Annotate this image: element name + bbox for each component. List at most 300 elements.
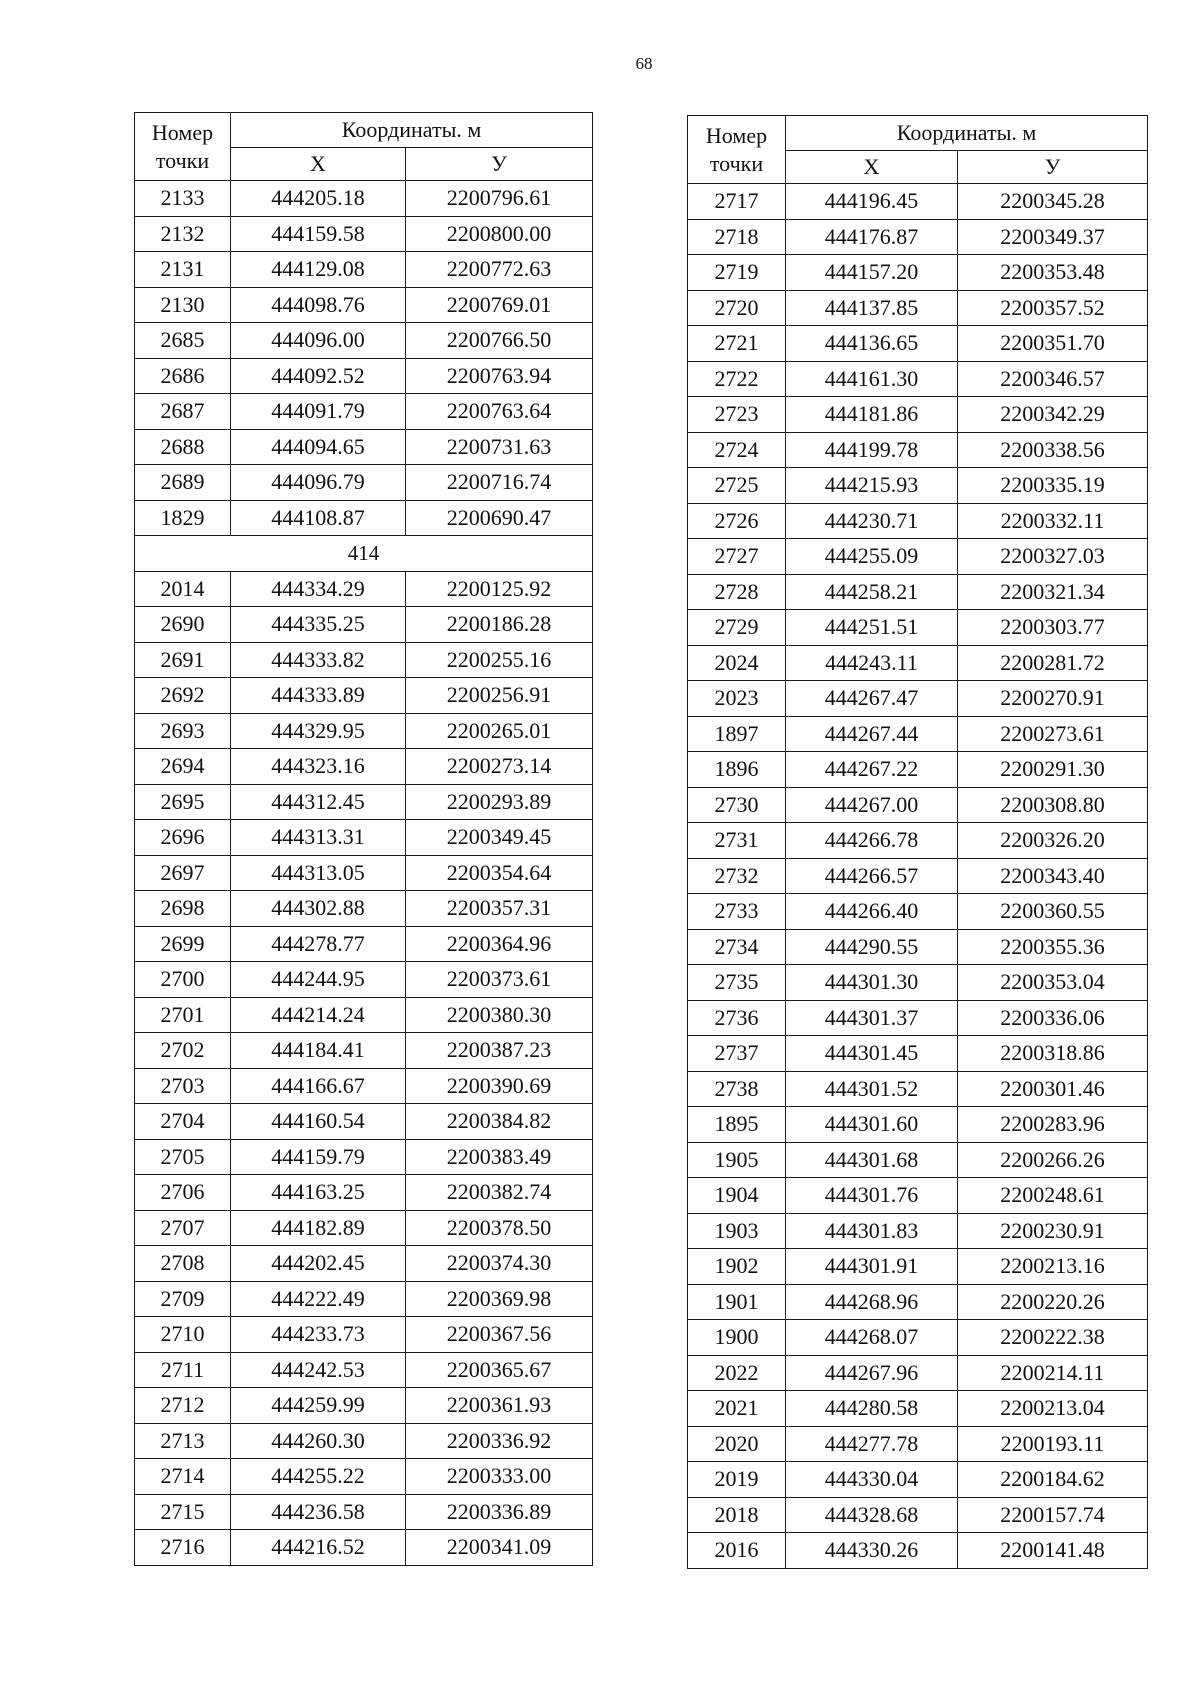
point-number-cell: 2715 — [135, 1494, 231, 1530]
point-number-cell: 1897 — [688, 716, 786, 752]
point-number-cell: 2698 — [135, 891, 231, 927]
table-row — [688, 255, 1148, 291]
point-number-cell: 2709 — [135, 1281, 231, 1317]
y-coordinate-cell: 2200186.28 — [406, 607, 593, 643]
point-number-cell: 2130 — [135, 287, 231, 323]
y-coordinate-cell: 2200383.49 — [406, 1139, 593, 1175]
point-number-cell: 2711 — [135, 1352, 231, 1388]
table-row — [688, 468, 1148, 504]
table-row — [135, 820, 593, 856]
table-row — [135, 1388, 593, 1424]
table-row — [135, 287, 593, 323]
table-row — [135, 1352, 593, 1388]
table-row — [688, 397, 1148, 433]
table-row — [135, 1104, 593, 1140]
y-coordinate-cell: 2200380.30 — [406, 997, 593, 1033]
x-coordinate-cell: 444266.57 — [786, 858, 958, 894]
y-coordinate-cell: 2200336.89 — [406, 1494, 593, 1530]
x-coordinate-cell: 444301.91 — [786, 1249, 958, 1285]
table-row — [688, 1000, 1148, 1036]
section-label: 414 — [135, 536, 593, 572]
table-row — [688, 1497, 1148, 1533]
x-coordinate-cell: 444329.95 — [231, 713, 406, 749]
x-coordinate-cell: 444313.31 — [231, 820, 406, 856]
point-number-cell: 2690 — [135, 607, 231, 643]
y-coordinate-cell: 2200332.11 — [958, 503, 1148, 539]
x-coordinate-cell: 444136.65 — [786, 326, 958, 362]
y-coordinate-cell: 2200266.26 — [958, 1142, 1148, 1178]
table-row — [135, 1530, 593, 1566]
table-row — [688, 787, 1148, 823]
coordinates-header: Координаты. м — [231, 113, 593, 148]
x-coordinate-cell: 444267.44 — [786, 716, 958, 752]
table-row — [688, 1213, 1148, 1249]
y-coordinate-cell: 2200378.50 — [406, 1210, 593, 1246]
table-row — [688, 681, 1148, 717]
x-coordinate-cell: 444301.60 — [786, 1107, 958, 1143]
x-coordinate-cell: 444267.96 — [786, 1355, 958, 1391]
table-row — [135, 855, 593, 891]
table-row — [688, 716, 1148, 752]
table-row — [688, 1178, 1148, 1214]
table-row — [688, 1284, 1148, 1320]
table-row — [135, 394, 593, 430]
y-coordinate-cell: 2200342.29 — [958, 397, 1148, 433]
table-row — [688, 503, 1148, 539]
x-coordinate-cell: 444313.05 — [231, 855, 406, 891]
x-coordinate-cell: 444202.45 — [231, 1246, 406, 1282]
table-row — [135, 997, 593, 1033]
x-coordinate-cell: 444266.78 — [786, 823, 958, 859]
table-row — [135, 1317, 593, 1353]
y-coordinate-cell: 2200357.52 — [958, 290, 1148, 326]
point-number-cell: 2727 — [688, 539, 786, 575]
x-coordinate-cell: 444091.79 — [231, 394, 406, 430]
table-row — [688, 1533, 1148, 1569]
x-coordinate-cell: 444267.00 — [786, 787, 958, 823]
x-coordinate-cell: 444301.45 — [786, 1036, 958, 1072]
y-coordinate-cell: 2200281.72 — [958, 645, 1148, 681]
x-coordinate-cell: 444166.67 — [231, 1068, 406, 1104]
table-row — [688, 1249, 1148, 1285]
table-row — [688, 858, 1148, 894]
table-row — [688, 965, 1148, 1001]
y-coordinate-cell: 2200365.67 — [406, 1352, 593, 1388]
y-coordinate-cell: 2200283.96 — [958, 1107, 1148, 1143]
y-coordinate-cell: 2200220.26 — [958, 1284, 1148, 1320]
point-number-cell: 2719 — [688, 255, 786, 291]
x-coordinate-cell: 444334.29 — [231, 571, 406, 607]
x-coordinate-cell: 444108.87 — [231, 500, 406, 536]
table-row — [688, 361, 1148, 397]
table-row — [135, 1246, 593, 1282]
coordinates-table-left — [134, 112, 593, 1566]
point-number-cell: 2018 — [688, 1497, 786, 1533]
point-number-cell: 2022 — [688, 1355, 786, 1391]
y-coordinate-cell: 2200255.16 — [406, 642, 593, 678]
x-coordinate-cell: 444129.08 — [231, 252, 406, 288]
point-number-cell: 2700 — [135, 962, 231, 998]
y-coordinate-cell: 2200349.37 — [958, 219, 1148, 255]
table-row — [688, 894, 1148, 930]
y-coordinate-cell: 2200222.38 — [958, 1320, 1148, 1356]
y-coordinate-cell: 2200335.19 — [958, 468, 1148, 504]
table-row — [688, 1355, 1148, 1391]
point-number-cell: 2712 — [135, 1388, 231, 1424]
page-number: 68 — [635, 54, 653, 73]
point-number-cell: 2706 — [135, 1175, 231, 1211]
table-row — [135, 500, 593, 536]
point-number-cell: 2685 — [135, 323, 231, 359]
point-number-cell: 2687 — [135, 394, 231, 430]
y-coordinate-cell: 2200341.09 — [406, 1530, 593, 1566]
point-number-cell: 2721 — [688, 326, 786, 362]
point-number-cell: 2020 — [688, 1426, 786, 1462]
y-coordinate-cell: 2200357.31 — [406, 891, 593, 927]
point-number-cell: 2704 — [135, 1104, 231, 1140]
y-coordinate-cell: 2200772.63 — [406, 252, 593, 288]
y-coordinate-cell: 2200141.48 — [958, 1533, 1148, 1569]
y-coordinate-cell: 2200301.46 — [958, 1071, 1148, 1107]
x-coordinate-cell: 444266.40 — [786, 894, 958, 930]
point-number-cell: 2132 — [135, 216, 231, 252]
x-coordinate-cell: 444260.30 — [231, 1423, 406, 1459]
table-row — [135, 358, 593, 394]
table-row — [688, 610, 1148, 646]
table-row — [688, 1071, 1148, 1107]
point-number-cell: 2701 — [135, 997, 231, 1033]
table-row — [135, 1423, 593, 1459]
point-number-cell: 2716 — [135, 1530, 231, 1566]
y-coordinate-cell: 2200369.98 — [406, 1281, 593, 1317]
x-coordinate-cell: 444098.76 — [231, 287, 406, 323]
table-row — [135, 252, 593, 288]
y-coordinate-cell: 2200355.36 — [958, 929, 1148, 965]
point-number-cell: 2686 — [135, 358, 231, 394]
x-column-header: X — [231, 148, 406, 181]
point-number-cell: 2714 — [135, 1459, 231, 1495]
table-row — [688, 326, 1148, 362]
point-number-cell: 2734 — [688, 929, 786, 965]
x-coordinate-cell: 444312.45 — [231, 784, 406, 820]
table-row — [688, 645, 1148, 681]
point-number-cell: 2697 — [135, 855, 231, 891]
table-row — [688, 432, 1148, 468]
x-coordinate-cell: 444216.52 — [231, 1530, 406, 1566]
table-row — [135, 926, 593, 962]
point-number-cell: 2023 — [688, 681, 786, 717]
point-number-cell: 2713 — [135, 1423, 231, 1459]
x-coordinate-cell: 444301.37 — [786, 1000, 958, 1036]
table-body — [688, 184, 1148, 1569]
point-number-cell: 2710 — [135, 1317, 231, 1353]
y-coordinate-cell: 2200360.55 — [958, 894, 1148, 930]
table-row — [688, 219, 1148, 255]
y-coordinate-cell: 2200125.92 — [406, 571, 593, 607]
table-row — [688, 929, 1148, 965]
table-row — [688, 1142, 1148, 1178]
y-coordinate-cell: 2200346.57 — [958, 361, 1148, 397]
y-coordinate-cell: 2200354.64 — [406, 855, 593, 891]
x-coordinate-cell: 444222.49 — [231, 1281, 406, 1317]
point-number-cell: 2699 — [135, 926, 231, 962]
y-coordinate-cell: 2200716.74 — [406, 465, 593, 501]
point-number-cell: 2730 — [688, 787, 786, 823]
point-number-cell: 1895 — [688, 1107, 786, 1143]
point-number-cell: 2014 — [135, 571, 231, 607]
point-number-cell: 2724 — [688, 432, 786, 468]
y-coordinate-cell: 2200293.89 — [406, 784, 593, 820]
point-number-cell: 2019 — [688, 1462, 786, 1498]
table-row — [135, 181, 593, 217]
x-coordinate-cell: 444277.78 — [786, 1426, 958, 1462]
point-number-header: Номер точки — [688, 116, 786, 184]
section-row — [135, 536, 593, 572]
point-number-cell: 1829 — [135, 500, 231, 536]
x-coordinate-cell: 444268.07 — [786, 1320, 958, 1356]
y-coordinate-cell: 2200318.86 — [958, 1036, 1148, 1072]
y-coordinate-cell: 2200353.48 — [958, 255, 1148, 291]
x-coordinate-cell: 444205.18 — [231, 181, 406, 217]
x-coordinate-cell: 444301.83 — [786, 1213, 958, 1249]
point-number-cell: 2705 — [135, 1139, 231, 1175]
point-number-cell: 2718 — [688, 219, 786, 255]
table-row — [135, 429, 593, 465]
x-coordinate-cell: 444255.09 — [786, 539, 958, 575]
point-number-cell: 2717 — [688, 184, 786, 220]
y-coordinate-cell: 2200214.11 — [958, 1355, 1148, 1391]
y-coordinate-cell: 2200769.01 — [406, 287, 593, 323]
y-coordinate-cell: 2200327.03 — [958, 539, 1148, 575]
point-number-cell: 2723 — [688, 397, 786, 433]
x-coordinate-cell: 444259.99 — [231, 1388, 406, 1424]
y-coordinate-cell: 2200333.00 — [406, 1459, 593, 1495]
table-row — [688, 1107, 1148, 1143]
table-row — [135, 607, 593, 643]
table-row — [135, 962, 593, 998]
y-coordinate-cell: 2200763.94 — [406, 358, 593, 394]
table-row — [688, 752, 1148, 788]
point-number-cell: 2722 — [688, 361, 786, 397]
table-row — [135, 678, 593, 714]
x-coordinate-cell: 444163.25 — [231, 1175, 406, 1211]
point-number-cell: 2737 — [688, 1036, 786, 1072]
table-row — [135, 891, 593, 927]
table-row — [135, 784, 593, 820]
y-coordinate-cell: 2200690.47 — [406, 500, 593, 536]
y-column-header: У — [406, 148, 593, 181]
y-coordinate-cell: 2200213.16 — [958, 1249, 1148, 1285]
x-coordinate-cell: 444333.82 — [231, 642, 406, 678]
point-number-cell: 1900 — [688, 1320, 786, 1356]
point-number-cell: 2736 — [688, 1000, 786, 1036]
x-coordinate-cell: 444290.55 — [786, 929, 958, 965]
point-number-cell: 2738 — [688, 1071, 786, 1107]
point-number-cell: 2691 — [135, 642, 231, 678]
x-coordinate-cell: 444244.95 — [231, 962, 406, 998]
point-number-cell: 2732 — [688, 858, 786, 894]
point-number-cell: 2021 — [688, 1391, 786, 1427]
x-coordinate-cell: 444251.51 — [786, 610, 958, 646]
table-row — [688, 1426, 1148, 1462]
point-number-cell: 1902 — [688, 1249, 786, 1285]
y-coordinate-cell: 2200270.91 — [958, 681, 1148, 717]
x-coordinate-cell: 444181.86 — [786, 397, 958, 433]
y-coordinate-cell: 2200387.23 — [406, 1033, 593, 1069]
table-row — [688, 539, 1148, 575]
y-coordinate-cell: 2200364.96 — [406, 926, 593, 962]
x-coordinate-cell: 444301.76 — [786, 1178, 958, 1214]
x-column-header: X — [786, 151, 958, 184]
coordinates-table-right — [687, 115, 1148, 1569]
y-coordinate-cell: 2200766.50 — [406, 323, 593, 359]
table-row — [135, 749, 593, 785]
y-coordinate-cell: 2200343.40 — [958, 858, 1148, 894]
x-coordinate-cell: 444280.58 — [786, 1391, 958, 1427]
point-number-cell: 2707 — [135, 1210, 231, 1246]
table-row — [688, 1320, 1148, 1356]
y-coordinate-cell: 2200763.64 — [406, 394, 593, 430]
table-row — [135, 216, 593, 252]
point-number-cell: 2702 — [135, 1033, 231, 1069]
table-row — [135, 571, 593, 607]
y-coordinate-cell: 2200345.28 — [958, 184, 1148, 220]
y-coordinate-cell: 2200308.80 — [958, 787, 1148, 823]
x-coordinate-cell: 444328.68 — [786, 1497, 958, 1533]
x-coordinate-cell: 444267.47 — [786, 681, 958, 717]
x-coordinate-cell: 444215.93 — [786, 468, 958, 504]
x-coordinate-cell: 444230.71 — [786, 503, 958, 539]
x-coordinate-cell: 444255.22 — [231, 1459, 406, 1495]
y-coordinate-cell: 2200303.77 — [958, 610, 1148, 646]
y-column-header: У — [958, 151, 1148, 184]
table-row — [135, 465, 593, 501]
point-number-cell: 1904 — [688, 1178, 786, 1214]
point-number-cell: 2131 — [135, 252, 231, 288]
y-coordinate-cell: 2200248.61 — [958, 1178, 1148, 1214]
point-number-cell: 2728 — [688, 574, 786, 610]
point-number-cell: 2725 — [688, 468, 786, 504]
point-number-cell: 2695 — [135, 784, 231, 820]
y-coordinate-cell: 2200796.61 — [406, 181, 593, 217]
point-number-cell: 1896 — [688, 752, 786, 788]
y-coordinate-cell: 2200265.01 — [406, 713, 593, 749]
y-coordinate-cell: 2200184.62 — [958, 1462, 1148, 1498]
table-row — [688, 1391, 1148, 1427]
x-coordinate-cell: 444096.00 — [231, 323, 406, 359]
table-row — [688, 1462, 1148, 1498]
y-coordinate-cell: 2200157.74 — [958, 1497, 1148, 1533]
point-number-cell: 2133 — [135, 181, 231, 217]
x-coordinate-cell: 444333.89 — [231, 678, 406, 714]
y-coordinate-cell: 2200373.61 — [406, 962, 593, 998]
x-coordinate-cell: 444176.87 — [786, 219, 958, 255]
x-coordinate-cell: 444335.25 — [231, 607, 406, 643]
x-coordinate-cell: 444137.85 — [786, 290, 958, 326]
x-coordinate-cell: 444323.16 — [231, 749, 406, 785]
y-coordinate-cell: 2200351.70 — [958, 326, 1148, 362]
x-coordinate-cell: 444159.79 — [231, 1139, 406, 1175]
x-coordinate-cell: 444236.58 — [231, 1494, 406, 1530]
x-coordinate-cell: 444278.77 — [231, 926, 406, 962]
x-coordinate-cell: 444182.89 — [231, 1210, 406, 1246]
table-row — [135, 1281, 593, 1317]
point-number-cell: 2696 — [135, 820, 231, 856]
point-number-cell: 2720 — [688, 290, 786, 326]
x-coordinate-cell: 444092.52 — [231, 358, 406, 394]
point-number-cell: 2694 — [135, 749, 231, 785]
table-row — [688, 574, 1148, 610]
x-coordinate-cell: 444094.65 — [231, 429, 406, 465]
x-coordinate-cell: 444160.54 — [231, 1104, 406, 1140]
x-coordinate-cell: 444096.79 — [231, 465, 406, 501]
x-coordinate-cell: 444268.96 — [786, 1284, 958, 1320]
y-coordinate-cell: 2200273.14 — [406, 749, 593, 785]
x-coordinate-cell: 444159.58 — [231, 216, 406, 252]
x-coordinate-cell: 444157.20 — [786, 255, 958, 291]
y-coordinate-cell: 2200273.61 — [958, 716, 1148, 752]
table-row — [135, 1494, 593, 1530]
table-row — [688, 184, 1148, 220]
x-coordinate-cell: 444196.45 — [786, 184, 958, 220]
point-number-cell: 2689 — [135, 465, 231, 501]
point-number-cell: 2703 — [135, 1068, 231, 1104]
y-coordinate-cell: 2200374.30 — [406, 1246, 593, 1282]
table-row — [135, 1033, 593, 1069]
table-row — [688, 290, 1148, 326]
point-number-cell: 1903 — [688, 1213, 786, 1249]
x-coordinate-cell: 444161.30 — [786, 361, 958, 397]
point-number-cell: 2692 — [135, 678, 231, 714]
point-number-cell: 2016 — [688, 1533, 786, 1569]
point-number-cell: 2731 — [688, 823, 786, 859]
x-coordinate-cell: 444301.52 — [786, 1071, 958, 1107]
point-number-cell: 2024 — [688, 645, 786, 681]
table-row — [135, 1068, 593, 1104]
point-number-cell: 2726 — [688, 503, 786, 539]
x-coordinate-cell: 444330.26 — [786, 1533, 958, 1569]
point-number-cell: 2708 — [135, 1246, 231, 1282]
x-coordinate-cell: 444302.88 — [231, 891, 406, 927]
y-coordinate-cell: 2200349.45 — [406, 820, 593, 856]
y-coordinate-cell: 2200382.74 — [406, 1175, 593, 1211]
y-coordinate-cell: 2200384.82 — [406, 1104, 593, 1140]
x-coordinate-cell: 444233.73 — [231, 1317, 406, 1353]
coordinates-header: Координаты. м — [786, 116, 1148, 151]
table-row — [135, 323, 593, 359]
x-coordinate-cell: 444184.41 — [231, 1033, 406, 1069]
y-coordinate-cell: 2200353.04 — [958, 965, 1148, 1001]
y-coordinate-cell: 2200326.20 — [958, 823, 1148, 859]
y-coordinate-cell: 2200338.56 — [958, 432, 1148, 468]
table-row — [135, 1139, 593, 1175]
table-row — [135, 1459, 593, 1495]
table-row — [135, 642, 593, 678]
table-row — [688, 823, 1148, 859]
point-number-cell: 2735 — [688, 965, 786, 1001]
point-number-cell: 2729 — [688, 610, 786, 646]
y-coordinate-cell: 2200213.04 — [958, 1391, 1148, 1427]
x-coordinate-cell: 444242.53 — [231, 1352, 406, 1388]
y-coordinate-cell: 2200193.11 — [958, 1426, 1148, 1462]
table-row — [135, 713, 593, 749]
x-coordinate-cell: 444301.68 — [786, 1142, 958, 1178]
x-coordinate-cell: 444258.21 — [786, 574, 958, 610]
table-row — [135, 1210, 593, 1246]
y-coordinate-cell: 2200291.30 — [958, 752, 1148, 788]
point-number-cell: 1901 — [688, 1284, 786, 1320]
point-number-header: Номер точки — [135, 113, 231, 181]
